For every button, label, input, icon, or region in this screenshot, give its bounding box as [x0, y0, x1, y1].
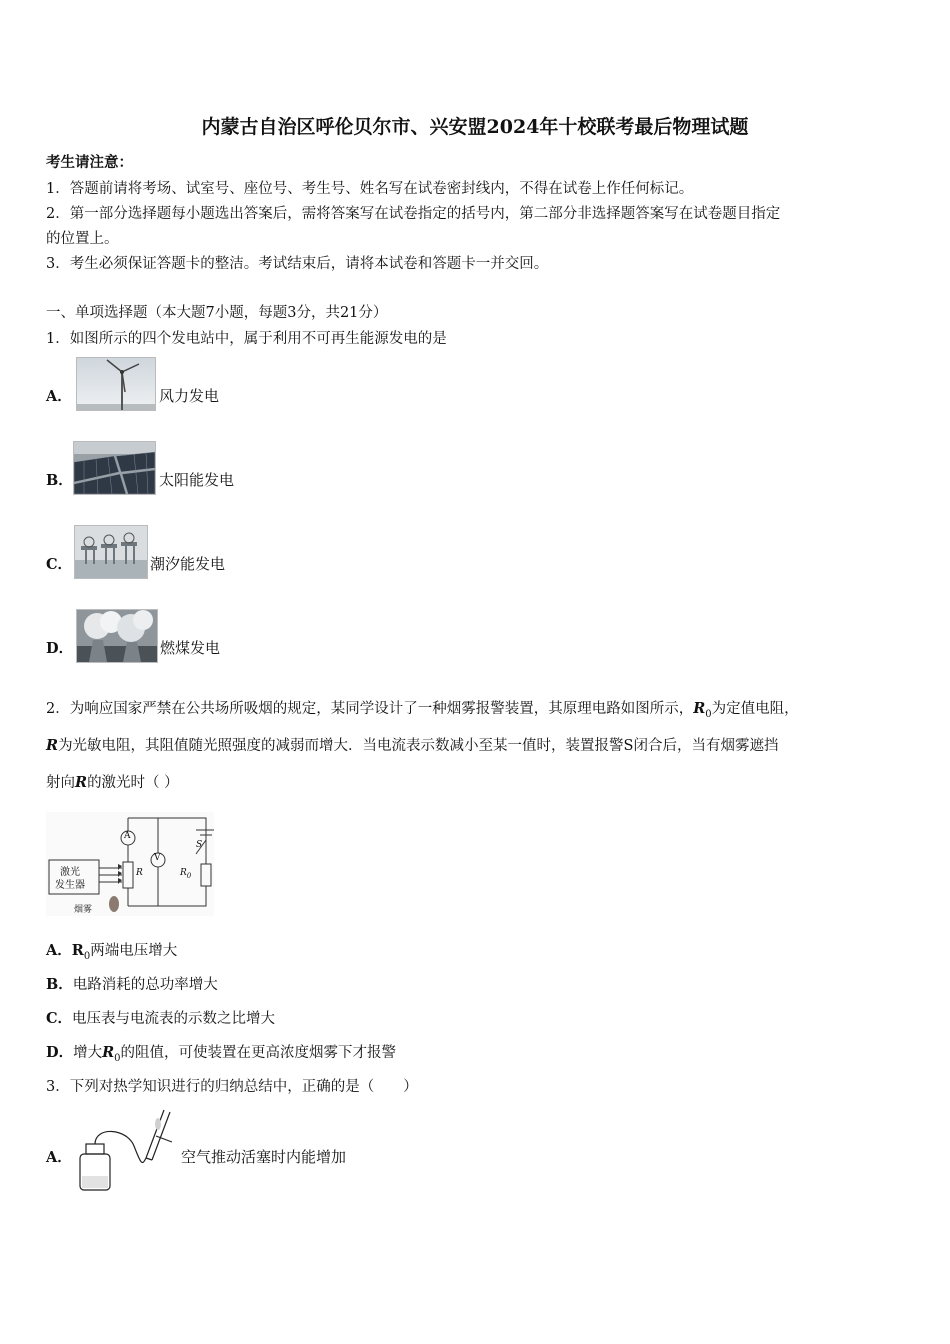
piston-bottle-image: [72, 1106, 180, 1194]
r-label: R: [136, 868, 143, 878]
q2-option-a: [46, 939, 177, 962]
smoke-label: 烟雾: [74, 905, 93, 915]
q1-option-c-text: 潮汐能发电: [150, 555, 226, 573]
q2-option-b: [46, 973, 218, 994]
q3-option-a-text: 空气推动活塞时内能增加: [181, 1148, 347, 1166]
q2-option-a-letter: A．: [46, 942, 72, 959]
q2-option-b-text: 电路消耗的总功率增大: [72, 977, 218, 993]
question-2-line-2: [46, 734, 779, 755]
voltmeter-label: V: [154, 853, 161, 863]
question-1-stem: 1．如图所示的四个发电站中，属于利用不可再生能源发电的是: [46, 331, 447, 347]
q2-option-c-letter: C．: [46, 1010, 73, 1027]
coal-power-image: [76, 609, 158, 663]
question-2-line-3: [46, 771, 179, 792]
q1-option-d-letter: D．: [46, 640, 74, 657]
notice-item-3: 3．考生必须保证答题卡的整洁。考试结束后，请将本试卷和答题卡一并交回。: [46, 256, 549, 272]
q2-option-c: [46, 1007, 275, 1028]
q2-line1-text-b: 为定值电阻，: [711, 701, 799, 717]
q3-option-a-letter: A．: [46, 1149, 72, 1166]
q1-option-c-letter: C．: [46, 556, 73, 573]
switch-label: S: [196, 840, 203, 850]
q1-option-a-text: 风力发电: [159, 387, 220, 405]
page-title: 内蒙古自治区呼伦贝尔市、兴安盟2024年十校联考最后物理试题: [201, 116, 749, 138]
q1-option-b-letter: B．: [46, 472, 73, 489]
q2-option-b-letter: B．: [46, 976, 73, 993]
notice-item-1: 1．答题前请将考场、试室号、座位号、考生号、姓名写在试卷密封线内，不得在试卷上作任何标记。: [46, 181, 694, 197]
notice-item-2: 2．第一部分选择题每小题选出答案后，需将答案写在试卷指定的括号内，第二部分非选择题答案写在试卷题目指定: [46, 206, 781, 222]
q2-line3-r: R: [75, 774, 88, 791]
q2-line1-r0: R: [693, 700, 706, 717]
q2-line3-text-b: 的激光时（ ）: [87, 775, 179, 791]
q2-option-d-letter: D．: [46, 1044, 74, 1061]
laser-label-2: 发生器: [55, 880, 85, 891]
q2-line2-r: R: [46, 737, 59, 754]
r0-label-sub: 0: [186, 871, 192, 880]
q2-line3-text-a: 射向: [46, 775, 75, 791]
q2-option-d-text: 的阻值，可使装置在更高浓度烟雾下才报警: [120, 1045, 397, 1061]
q1-option-b-text: 太阳能发电: [159, 471, 235, 489]
ammeter-label: A: [124, 831, 131, 841]
notice-item-2-cont: 的位置上。: [46, 231, 119, 247]
q2-option-d-pre: 增大: [73, 1045, 103, 1061]
q2-line1-r0-sub: 0: [705, 708, 712, 720]
question-3-stem: 3．下列对热学知识进行的归纳总结中，正确的是（ ）: [46, 1079, 418, 1095]
q2-line1-text: 2．为响应国家严禁在公共场所吸烟的规定，某同学设计了一种烟雾报警装置，其原理电路如图所示，: [46, 701, 694, 717]
solar-panel-image: [73, 441, 156, 495]
circuit-diagram: [46, 812, 214, 916]
laser-label-1: 激光: [60, 867, 80, 878]
question-2-line-1: [46, 697, 799, 720]
q2-option-d-r: R: [102, 1044, 115, 1061]
q2-option-d-sub: 0: [114, 1052, 121, 1064]
q2-line2-text: 为光敏电阻，其阻值随光照强度的减弱而增大．当电流表示数减小至某一值时，装置报警S闭合后，当有烟雾遮挡: [58, 738, 779, 754]
q2-option-a-r: R: [71, 942, 84, 959]
q2-option-a-text: 两端电压增大: [90, 943, 178, 959]
wind-turbine-image: [76, 357, 156, 411]
section-heading: 一、单项选择题（本大题7小题，每题3分，共21分）: [46, 305, 388, 321]
notice-heading: 考生请注意：: [46, 154, 133, 171]
q2-option-d: [46, 1041, 396, 1064]
q2-option-c-text: 电压表与电流表的示数之比增大: [72, 1011, 276, 1027]
r0-label-main: R: [180, 868, 187, 878]
q1-option-d-text: 燃煤发电: [160, 639, 221, 657]
q2-option-a-sub: 0: [83, 950, 91, 962]
tidal-power-image: [74, 525, 148, 579]
q1-option-a-letter: A．: [46, 388, 72, 405]
r0-label: [180, 868, 191, 880]
